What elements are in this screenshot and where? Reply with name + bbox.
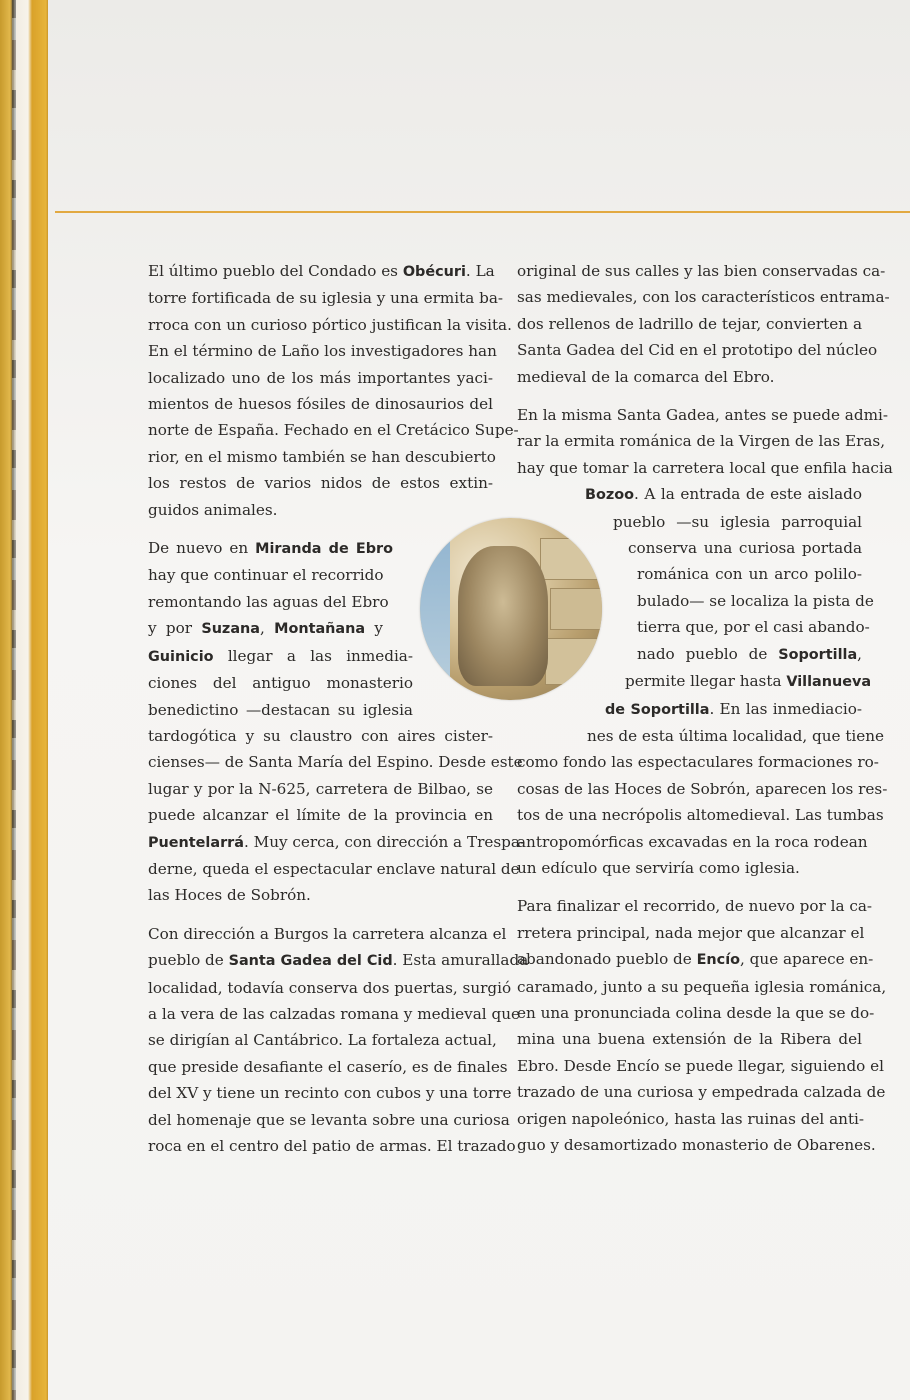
text-line: un edículo que serviría como iglesia. <box>517 858 800 877</box>
text-line: localidad, todavía conserva dos puertas, surgió <box>148 978 512 997</box>
text-line: del XV y tiene un recinto con cubos y una torre <box>148 1084 512 1103</box>
text-line: rretera principal, nada mejor que alcanzar el <box>517 923 865 942</box>
text-line: del homenaje que se levanta sobre una curiosa <box>148 1110 510 1129</box>
photo-sky <box>420 518 450 700</box>
left-paragraph-1 <box>148 258 519 523</box>
text-line: benedictino —destacan su iglesia <box>148 700 413 719</box>
text-line: caramado, junto a su pequeña iglesia románica, <box>517 977 887 996</box>
text-line: derne, queda el espectacular enclave natural de <box>148 859 520 878</box>
text-line: se dirigían al Cantábrico. La fortaleza actual, <box>148 1031 497 1050</box>
text-line: sas medievales, con los característicos entrama- <box>517 288 890 307</box>
text-line: pueblo de Santa Gadea del Cid. Esta amurallada <box>148 951 529 970</box>
text-line: nado pueblo de Soportilla, <box>637 644 862 663</box>
text-line: trazado de una curiosa y empedrada calzada de <box>517 1083 886 1102</box>
text-line: románica con un arco polilo- <box>637 565 862 584</box>
left-paragraph-3 <box>148 921 529 1160</box>
text-line: origen napoleónico, hasta las ruinas del anti- <box>517 1109 865 1128</box>
text-line: Bozoo. A la entrada de este aislado <box>585 485 862 504</box>
text-line: los restos de varios nidos de estos extin- <box>148 474 493 493</box>
text-line: de Soportilla. En las inmediacio- <box>605 699 862 718</box>
text-line: medieval de la comarca del Ebro. <box>517 367 775 386</box>
text-line: torre fortificada de su iglesia y una ermita ba- <box>148 289 504 308</box>
right-paragraph-2 <box>517 402 893 881</box>
text-line: tardogótica y su claustro con aires cister- <box>148 726 493 745</box>
text-line: las Hoces de Sobrón. <box>148 886 311 905</box>
text-line: ciones del antiguo monasterio <box>148 674 413 693</box>
text-line: El último pueblo del Condado es Obécuri. La <box>148 262 495 280</box>
text-line: hay que tomar la carretera local que enfila hacia <box>517 458 893 477</box>
text-line: Puentelarrá. Muy cerca, con dirección a Trespa- <box>148 832 526 851</box>
adjacent-page-edge <box>12 0 16 1400</box>
text-line: Guinicio llegar a las inmedia- <box>148 646 413 665</box>
text-line: en una pronunciada colina desde la que se do- <box>517 1003 875 1022</box>
text-line: rroca con un curioso pórtico justifican la visita. <box>148 315 512 334</box>
text-line: cosas de las Hoces de Sobrón, aparecen los res- <box>517 779 888 798</box>
text-line: mientos de huesos fósiles de dinosaurios del <box>148 395 493 414</box>
text-line: rar la ermita románica de la Virgen de las Eras, <box>517 432 886 451</box>
book-spine <box>0 0 48 1400</box>
text-line: Ebro. Desde Encío se puede llegar, siguiendo el <box>517 1056 884 1075</box>
right-column <box>517 258 893 1170</box>
text-line: abandonado pueblo de Encío, que aparece en- <box>517 950 874 969</box>
text-line: Santa Gadea del Cid en el prototipo del núcleo <box>517 341 878 360</box>
text-line: antropomórficas excavadas en la roca rodean <box>517 832 868 851</box>
text-line: mina una buena extensión de la Ribera del <box>517 1030 862 1049</box>
text-line: y por Suzana, Montañana y <box>148 619 383 638</box>
text-line: En el término de Laño los investigadores han <box>148 342 497 361</box>
text-line: Con dirección a Burgos la carretera alcanza el <box>148 924 507 943</box>
text-line: remontando las aguas del Ebro <box>148 592 389 611</box>
header-rule <box>55 211 910 213</box>
text-line: De nuevo en Miranda de Ebro <box>148 539 393 558</box>
left-column <box>148 258 529 1171</box>
text-line: a la vera de las calzadas romana y medieval que <box>148 1004 520 1023</box>
text-line: puede alcanzar el límite de la provincia en <box>148 806 493 825</box>
text-line: lugar y por la N-625, carretera de Bilbao, se <box>148 779 493 798</box>
text-line: permite llegar hasta Villanueva <box>625 672 872 691</box>
text-line: norte de España. Fechado en el Cretácico Supe- <box>148 421 519 440</box>
text-line: nes de esta última localidad, que tiene <box>587 726 885 745</box>
text-line: como fondo las espectaculares formaciones ro- <box>517 753 879 772</box>
text-line: bulado— se localiza la pista de <box>637 591 874 610</box>
text-line: conserva una curiosa portada <box>628 539 862 558</box>
text-line: guidos animales. <box>148 500 278 519</box>
text-line: rior, en el mismo también se han descubierto <box>148 447 496 466</box>
text-line: tos de una necrópolis altomedieval. Las tumbas <box>517 806 884 825</box>
text-line: roca en el centro del patio de armas. El trazado <box>148 1137 516 1155</box>
text-line: dos rellenos de ladrillo de tejar, convierten a <box>517 314 862 333</box>
right-paragraph-3 <box>517 893 887 1158</box>
text-line: Para finalizar el recorrido, de nuevo por la ca- <box>517 897 873 916</box>
text-line: guo y desamortizado monasterio de Obarenes. <box>517 1136 876 1154</box>
text-line: pueblo —su iglesia parroquial <box>613 512 862 531</box>
text-line: hay que continuar el recorrido <box>148 566 384 585</box>
text-line: localizado uno de los más importantes yaci- <box>148 368 493 387</box>
text-line: En la misma Santa Gadea, antes se puede admi- <box>517 406 888 425</box>
right-paragraph-1 <box>517 258 890 390</box>
text-line: tierra que, por el casi abando- <box>637 618 870 637</box>
text-line: cienses— de Santa María del Espino. Desde este <box>148 753 523 772</box>
text-line: que preside desafiante el caserío, es de finales <box>148 1057 508 1076</box>
text-line: original de sus calles y las bien conservadas ca- <box>517 262 886 280</box>
